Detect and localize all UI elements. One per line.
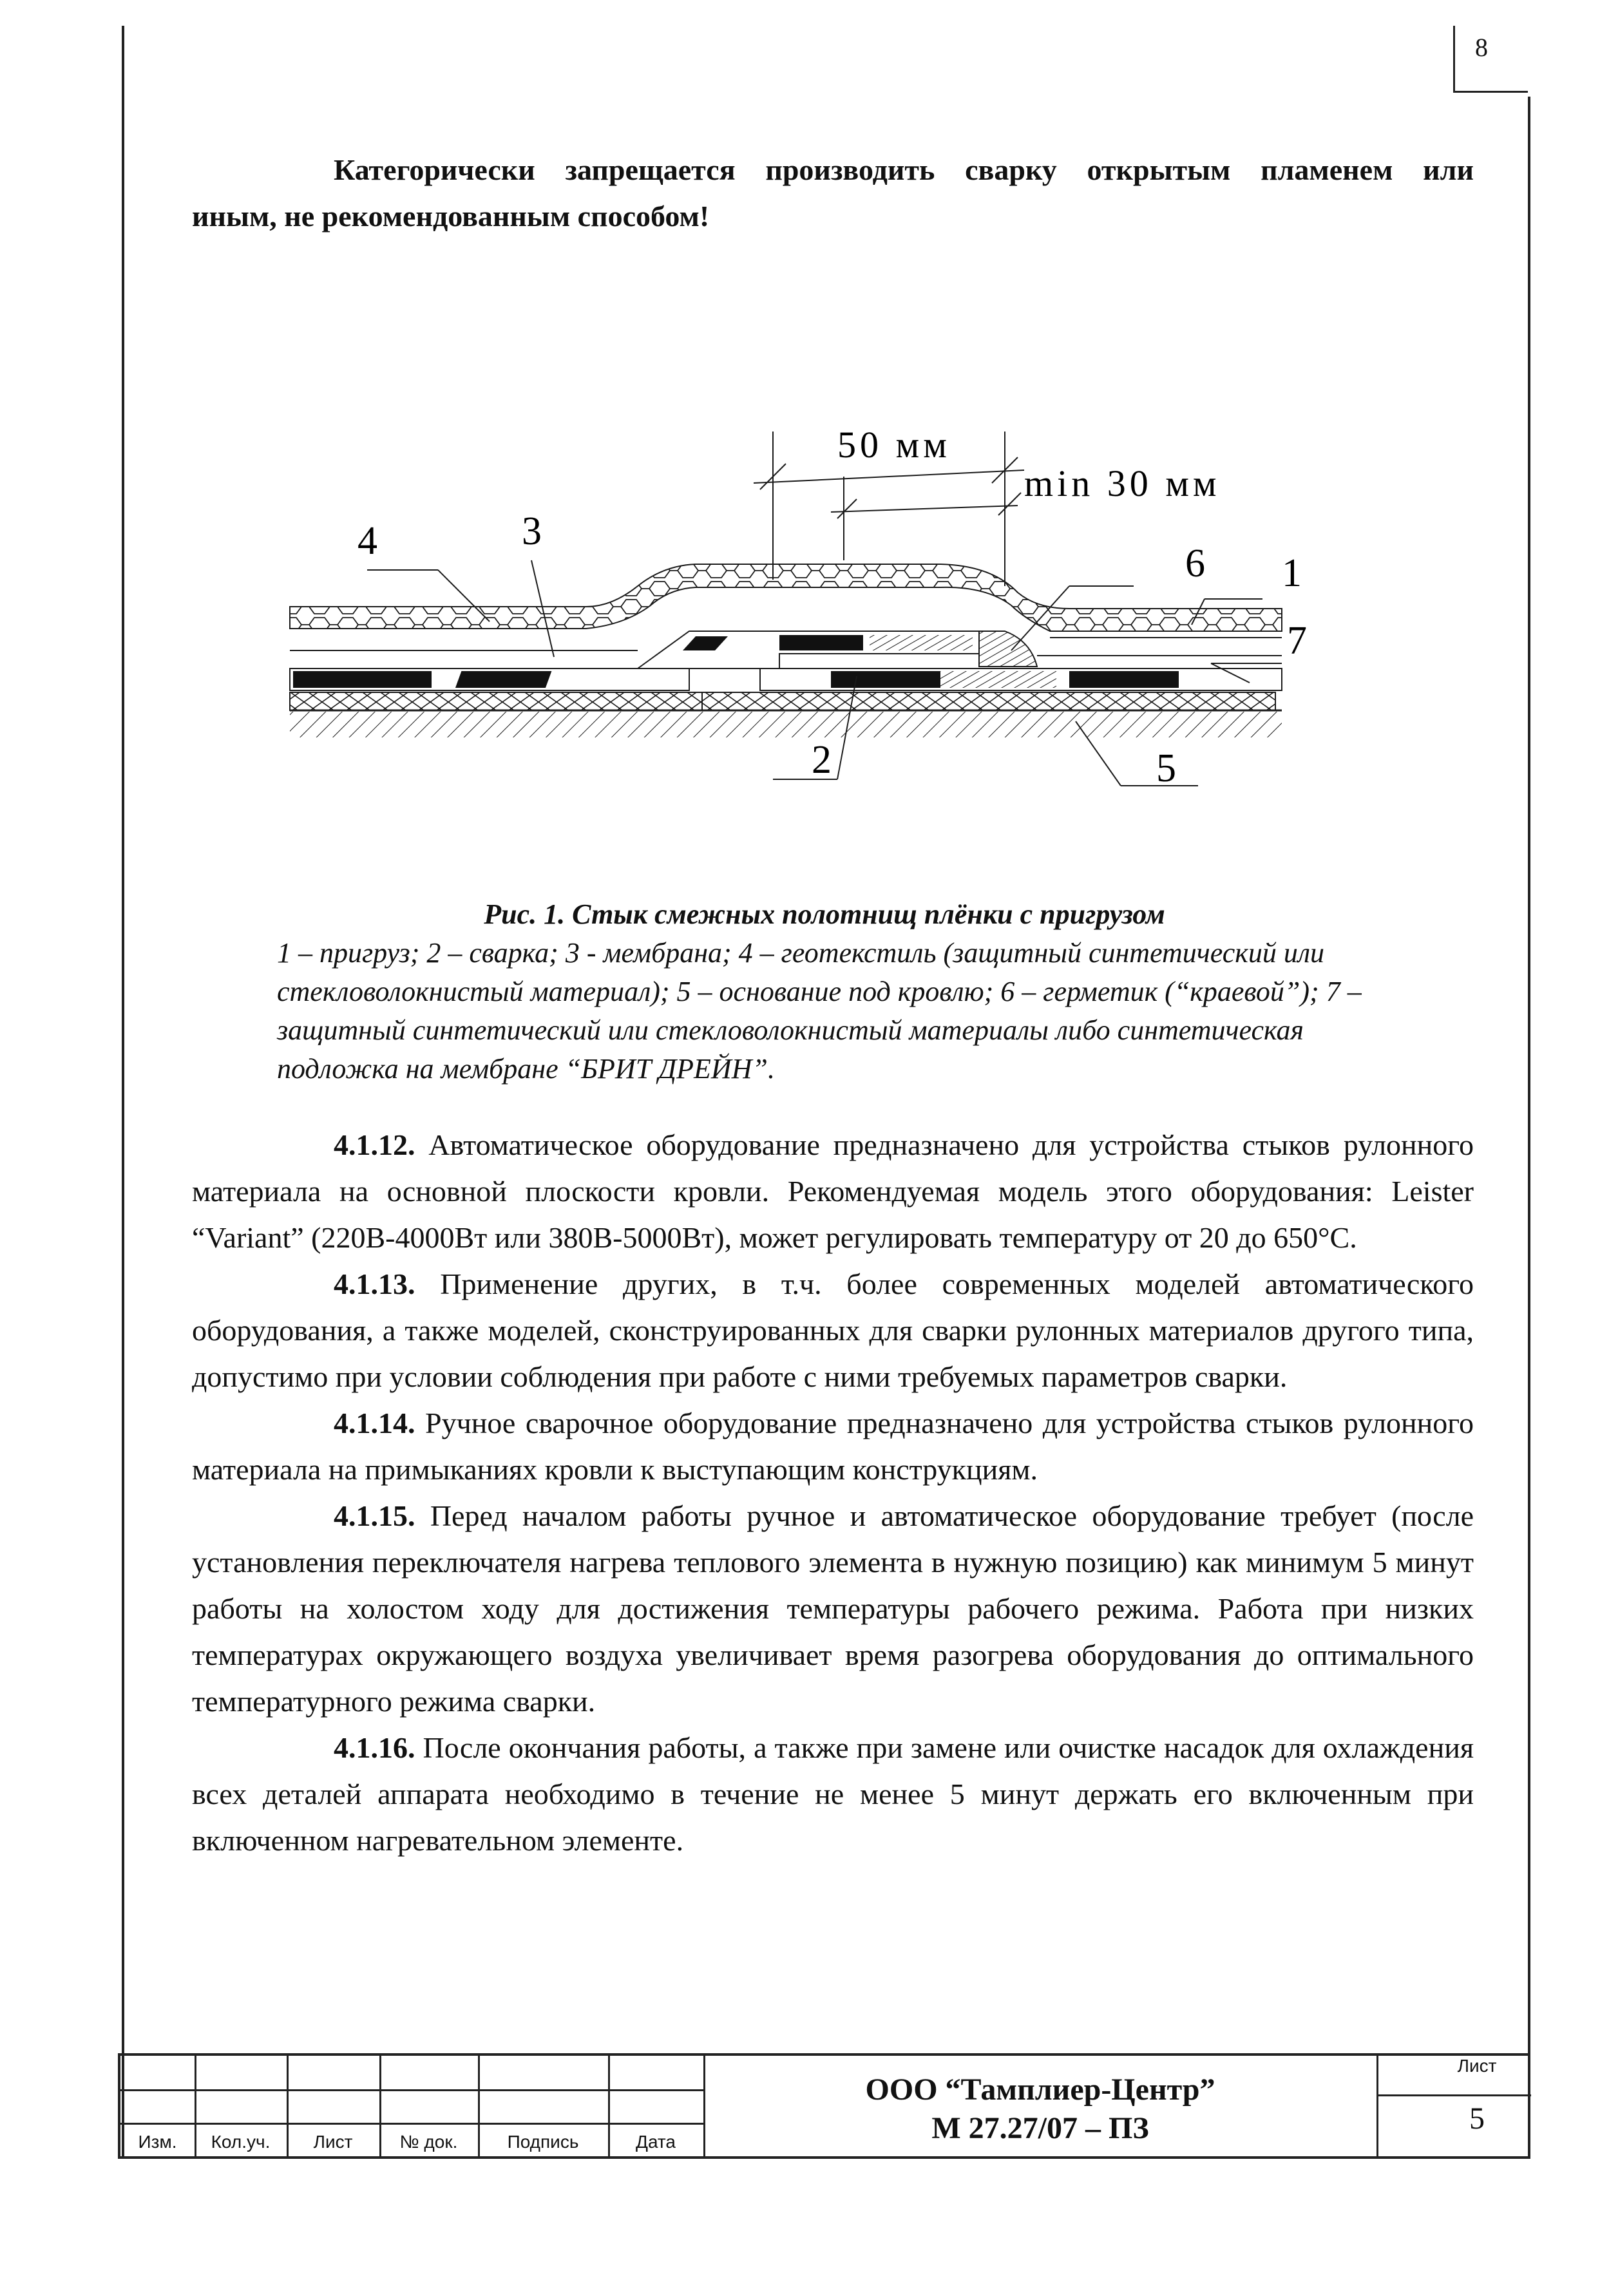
roof-base (290, 710, 1282, 737)
label-2: 2 (812, 738, 832, 782)
layer-base-protective (290, 692, 1275, 710)
paragraph-4-1-15: 4.1.15. Перед началом работы ручное и автоматическое оборудование требует (после установления переключателя нагрева теплового элемента в нужную позицию) как минимум 5 минут работы на холостом ходу для достижения температуры рабочего режима. Работа при низких температурах окружающего воздуха увеличивает время разогрева оборудования до оптимального температурного режима сварки. (192, 1499, 1474, 1718)
tb-col-izm: Изм. (138, 2132, 177, 2152)
tb-col-sign: Подпись (507, 2132, 579, 2152)
sheet-number-box (1453, 26, 1528, 93)
caption-body: 1 – пригруз; 2 – сварка; 3 - мембрана; 4 – геотекстиль (защитный синтетический или стекловолокнистый материал); 5 – основание под кровлю; 6 – герметик (“краевой”); 7 – защитный синтетический или стекловолокнистый материалы либо синтетическая подложка на мембране “БРИТ ДРЕЙН”. (277, 937, 1362, 1085)
label-3: 3 (522, 509, 542, 553)
tb-col-line (703, 2056, 705, 2156)
body-text (192, 1122, 1474, 1864)
tb-row-line (120, 2123, 703, 2125)
label-1: 1 (1282, 551, 1302, 595)
tb-col-list: Лист (313, 2132, 353, 2152)
joint-diagram (277, 399, 1327, 811)
warning-line-1: Категорически запрещается производить сварку открытым пламенем или (334, 153, 1474, 186)
tb-col-date: Дата (635, 2132, 676, 2152)
figure-caption (277, 895, 1424, 1088)
organization-name: ООО “Тамплиер-Центр” (865, 2073, 1215, 2107)
warning-text (192, 147, 1474, 240)
sheet-number: 8 (1475, 33, 1488, 62)
dimension-50mm-label: 50 мм (837, 424, 951, 466)
tb-col-kolich: Кол.уч. (211, 2132, 271, 2152)
membrane-lower (290, 669, 1282, 690)
organization-block (709, 2071, 1372, 2148)
tb-row-line (1376, 2094, 1531, 2096)
tb-col-doc: № док. (399, 2132, 458, 2152)
label-7: 7 (1287, 619, 1307, 663)
paragraph-4-1-14: 4.1.14. Ручное сварочное оборудование предназначено для устройства стыков рулонного материала на примыканиях кровли к выступающим конструкциям. (192, 1407, 1474, 1486)
membrane-overlap (638, 631, 1037, 669)
paragraph-4-1-12: 4.1.12. Автоматическое оборудование предназначено для устройства стыков рулонного материала на основной плоскости кровли. Рекомендуемая модель этого оборудования: Leister “Variant” (220В-4000Вт или 380В-5000Вт), может регулировать температуру от 20 до 650°С. (192, 1128, 1474, 1254)
document-code: М 27.27/07 – ПЗ (931, 2111, 1149, 2145)
warning-line-2: иным, не рекомендованным способом! (192, 200, 710, 232)
dimension-min30mm-label: min 30 мм (1024, 462, 1221, 504)
dimension-50mm (754, 424, 1024, 586)
caption-title: Рис. 1. Стык смежных полотнищ плёнки с пригрузом (484, 898, 1165, 930)
tb-row-line (120, 2089, 703, 2091)
label-4: 4 (357, 519, 377, 563)
tb-col-line (1376, 2056, 1378, 2156)
label-6: 6 (1185, 542, 1205, 585)
paragraph-4-1-16: 4.1.16. После окончания работы, а также при замене или очистке насадок для охлаждения всех деталей аппарата необходимо в течение не менее 5 минут держать его включенным при включенном нагревательном элементе. (192, 1731, 1474, 1857)
sheet-label: Лист (1457, 2056, 1497, 2076)
frame-left-border (122, 26, 124, 2158)
label-5: 5 (1156, 746, 1176, 790)
frame-right-border (1528, 97, 1530, 2158)
sheet-value: 5 (1469, 2102, 1485, 2136)
paragraph-4-1-13: 4.1.13. Применение других, в т.ч. более современных моделей автоматического оборудования, а также моделей, сконструированных для сварки рулонных материалов другого типа, допустимо при условии соблюдения при работе с ними требуемых параметров сварки. (192, 1267, 1474, 1393)
